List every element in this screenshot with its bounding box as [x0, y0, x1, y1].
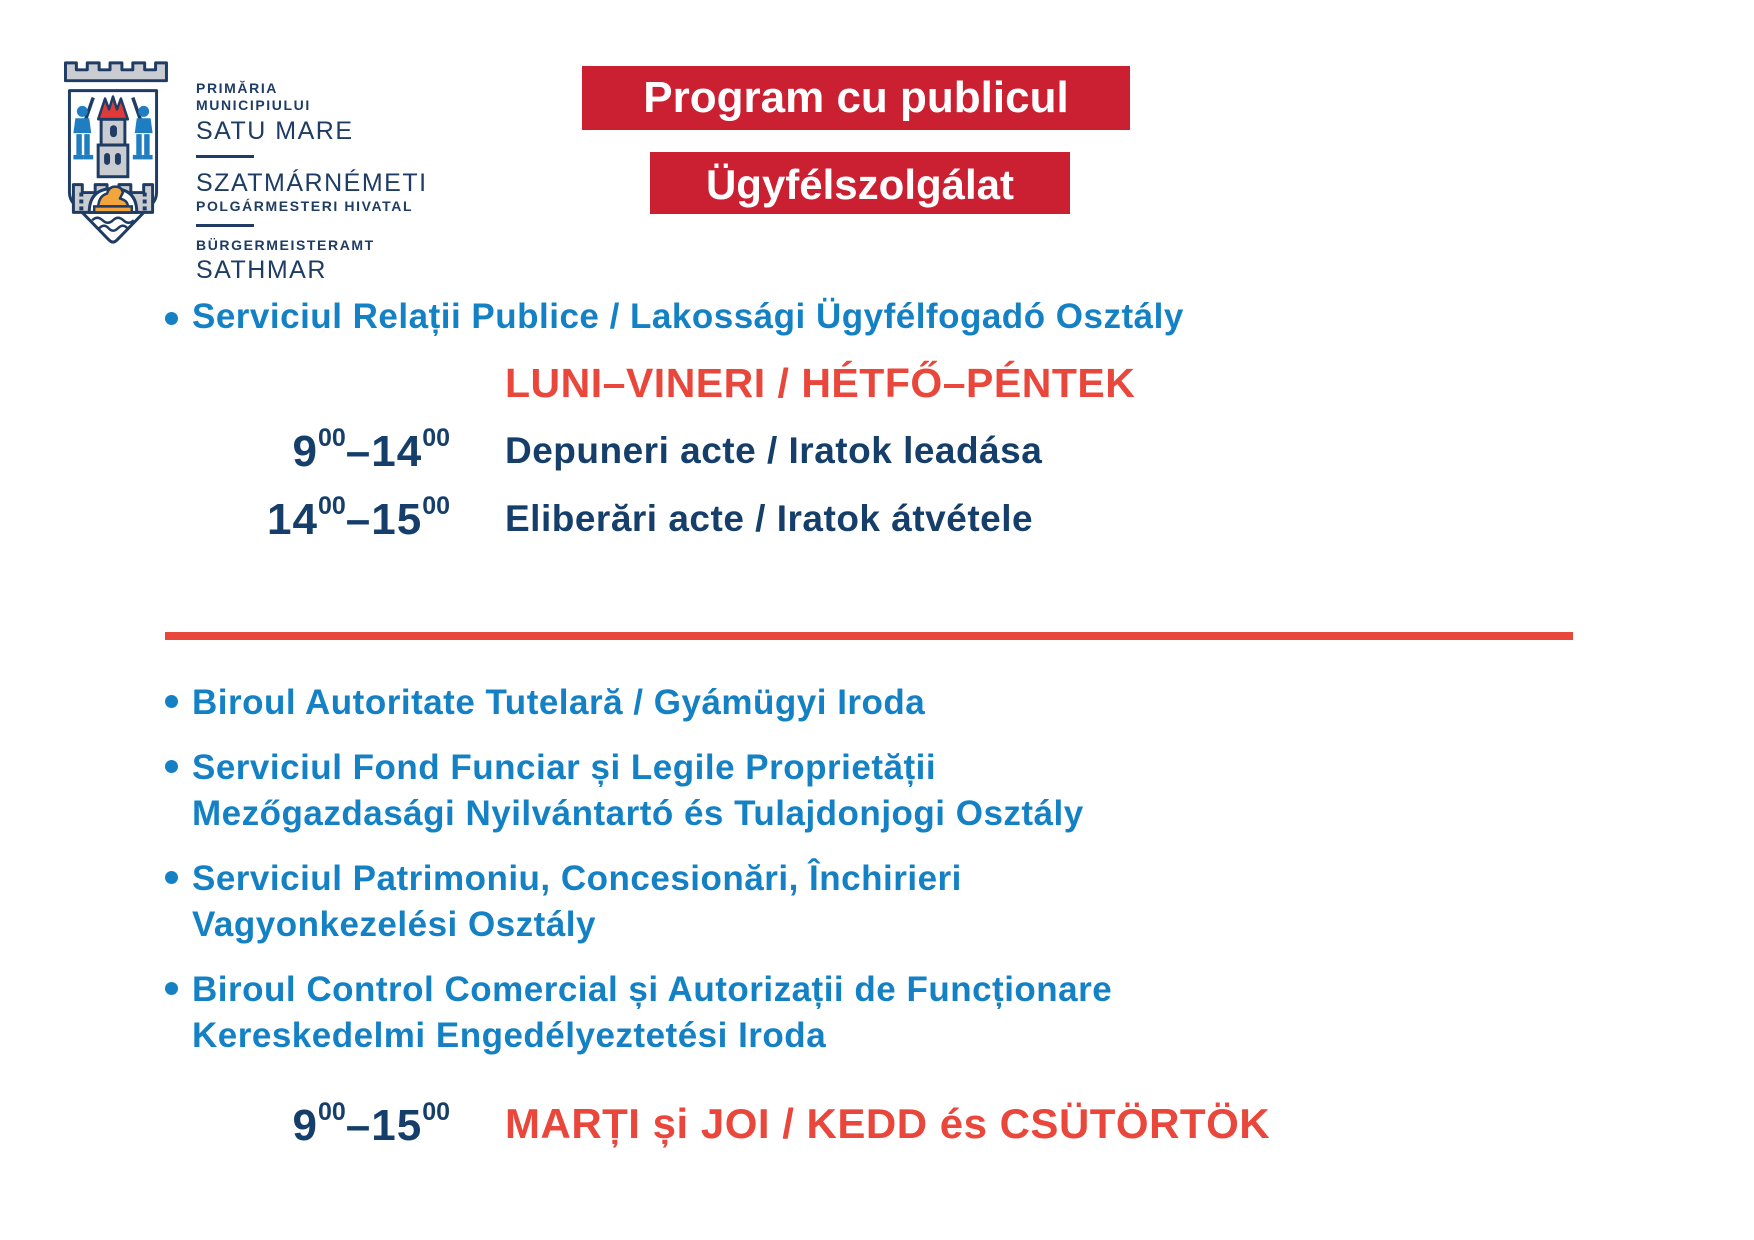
list-item — [165, 967, 1112, 1059]
time-minutes: 00 — [317, 424, 346, 452]
weekdays-monday-friday: LUNI–VINERI / HÉTFŐ–PÉNTEK — [505, 360, 1136, 406]
bullet-dot-icon — [165, 982, 178, 995]
schedule-label-row1: Depuneri acte / Iratok leadása — [505, 430, 1043, 471]
time-minutes: 00 — [317, 1098, 346, 1126]
city-name-ro: SATU MARE — [196, 117, 354, 145]
primaria-label-line2: MUNICIPIULUI — [196, 97, 311, 113]
time-end: 14 — [371, 427, 423, 476]
time-end: 15 — [371, 495, 423, 544]
wordmark-divider — [196, 155, 254, 158]
time-range-row2 — [165, 492, 450, 545]
time-dash: – — [345, 495, 372, 544]
schedule-label-row2: Eliberări acte / Iratok átvétele — [505, 498, 1034, 539]
department-public-relations — [165, 297, 1184, 337]
time-start: 9 — [292, 1101, 318, 1150]
city-name-hu: SZATMÁRNÉMETI — [196, 169, 428, 197]
time-start: 9 — [292, 427, 318, 476]
department-list — [165, 680, 1112, 1078]
time-minutes: 00 — [422, 424, 450, 452]
title-banner-hu: Ügyfélszolgálat — [650, 152, 1070, 214]
municipality-wordmark — [196, 80, 428, 285]
time-minutes: 00 — [422, 492, 450, 520]
time-range-row1 — [165, 424, 450, 477]
time-end: 15 — [371, 1101, 423, 1150]
section-divider — [165, 632, 1573, 640]
office-label-hu: POLGÁRMESTERI HIVATAL — [196, 198, 414, 214]
time-range-bottom — [165, 1098, 450, 1151]
wordmark-divider — [196, 224, 254, 227]
department-label: Biroul Autoritate Tutelară / Gyámügyi Iroda — [192, 683, 926, 722]
bullet-dot-icon — [165, 871, 178, 884]
time-start: 14 — [266, 495, 318, 544]
office-label-de: BÜRGERMEISTERAMT — [196, 237, 375, 253]
department-label: Serviciul Patrimoniu, Concesionări, Închirieri — [192, 859, 962, 898]
bullet-dot-icon — [165, 695, 178, 708]
department-label: Serviciul Fond Funciar și Legile Proprietății — [192, 748, 937, 787]
weekdays-tuesday-thursday: MARȚI și JOI / KEDD és CSÜTÖRTÖK — [505, 1100, 1271, 1147]
time-minutes: 00 — [422, 1098, 450, 1126]
time-minutes: 00 — [317, 492, 346, 520]
list-item — [165, 856, 1112, 948]
primaria-label-line1: PRIMĂRIA — [196, 80, 279, 96]
city-name-de: SATHMAR — [196, 256, 327, 284]
department-label: Biroul Control Comercial și Autorizații de Funcționare — [192, 970, 1113, 1009]
department-label-hu: Mezőgazdasági Nyilvántartó és Tulajdonjogi Osztály — [192, 794, 1084, 833]
time-dash: – — [345, 427, 372, 476]
title-banner-ro: Program cu publicul — [582, 66, 1130, 130]
list-item — [165, 680, 1112, 726]
bullet-dot-icon — [165, 312, 178, 325]
satu-mare-coat-of-arms-icon — [58, 50, 168, 248]
department-label-hu: Vagyonkezelési Osztály — [192, 905, 596, 944]
department-label: Serviciul Relații Publice / Lakossági Ügyfélfogadó Osztály — [192, 297, 1184, 336]
bullet-dot-icon — [165, 760, 178, 773]
list-item — [165, 745, 1112, 837]
time-dash: – — [345, 1101, 372, 1150]
department-label-hu: Kereskedelmi Engedélyeztetési Iroda — [192, 1016, 827, 1055]
